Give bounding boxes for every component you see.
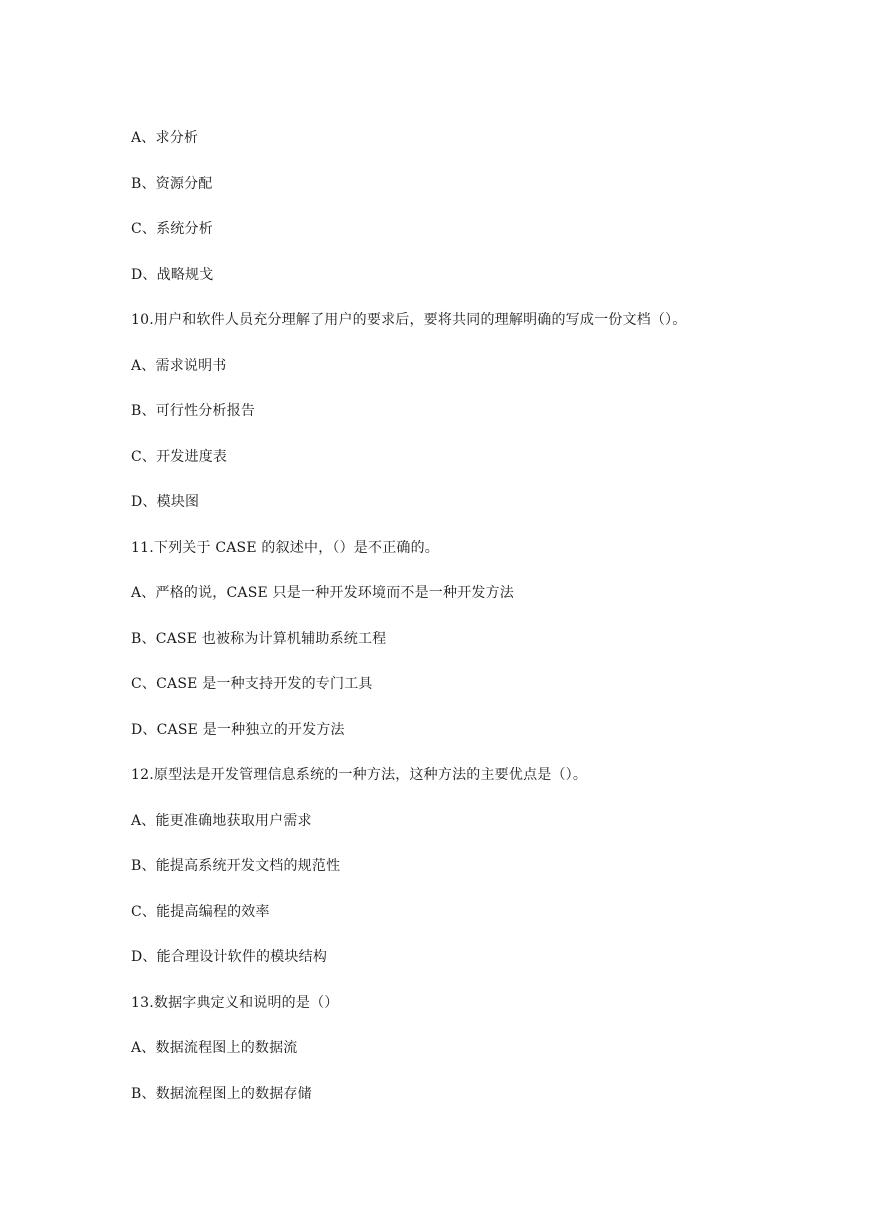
question-13: 13.数据字典定义和说明的是（）	[131, 995, 339, 1011]
q9-option-d: D、战略规戈	[131, 267, 214, 283]
q12-option-c: C、能提高编程的效率	[131, 904, 270, 920]
q10-option-d: D、模块图	[131, 494, 200, 510]
q11-option-b: B、CASE 也被称为计算机辅助系统工程	[131, 631, 387, 647]
question-10: 10.用户和软件人员充分理解了用户的要求后，要将共同的理解明确的写成一份文档（）。	[131, 312, 687, 328]
q11-option-c: C、CASE 是一种支持开发的专门工具	[131, 676, 373, 692]
q13-option-b: B、数据流程图上的数据存储	[131, 1086, 312, 1102]
q12-option-b: B、能提高系统开发文档的规范性	[131, 858, 341, 874]
q13-option-a: A、数据流程图上的数据流	[131, 1040, 298, 1056]
q12-option-a: A、能更准确地获取用户需求	[131, 813, 312, 829]
q9-option-a: A、求分析	[131, 130, 199, 146]
q12-option-d: D、能合理设计软件的模块结构	[131, 949, 328, 965]
question-12: 12.原型法是开发管理信息系统的一种方法，这种方法的主要优点是（）。	[131, 767, 588, 783]
q11-option-d: D、CASE 是一种独立的开发方法	[131, 722, 345, 738]
q10-option-b: B、可行性分析报告	[131, 403, 256, 419]
q9-option-c: C、系统分析	[131, 221, 213, 237]
q10-option-a: A、需求说明书	[131, 358, 227, 374]
q11-option-a: A、严格的说，CASE 只是一种开发环境而不是一种开发方法	[131, 585, 514, 601]
question-11: 11.下列关于 CASE 的叙述中，（）是不正确的。	[131, 540, 439, 556]
q9-option-b: B、资源分配	[131, 176, 213, 192]
q10-option-c: C、开发进度表	[131, 449, 228, 465]
